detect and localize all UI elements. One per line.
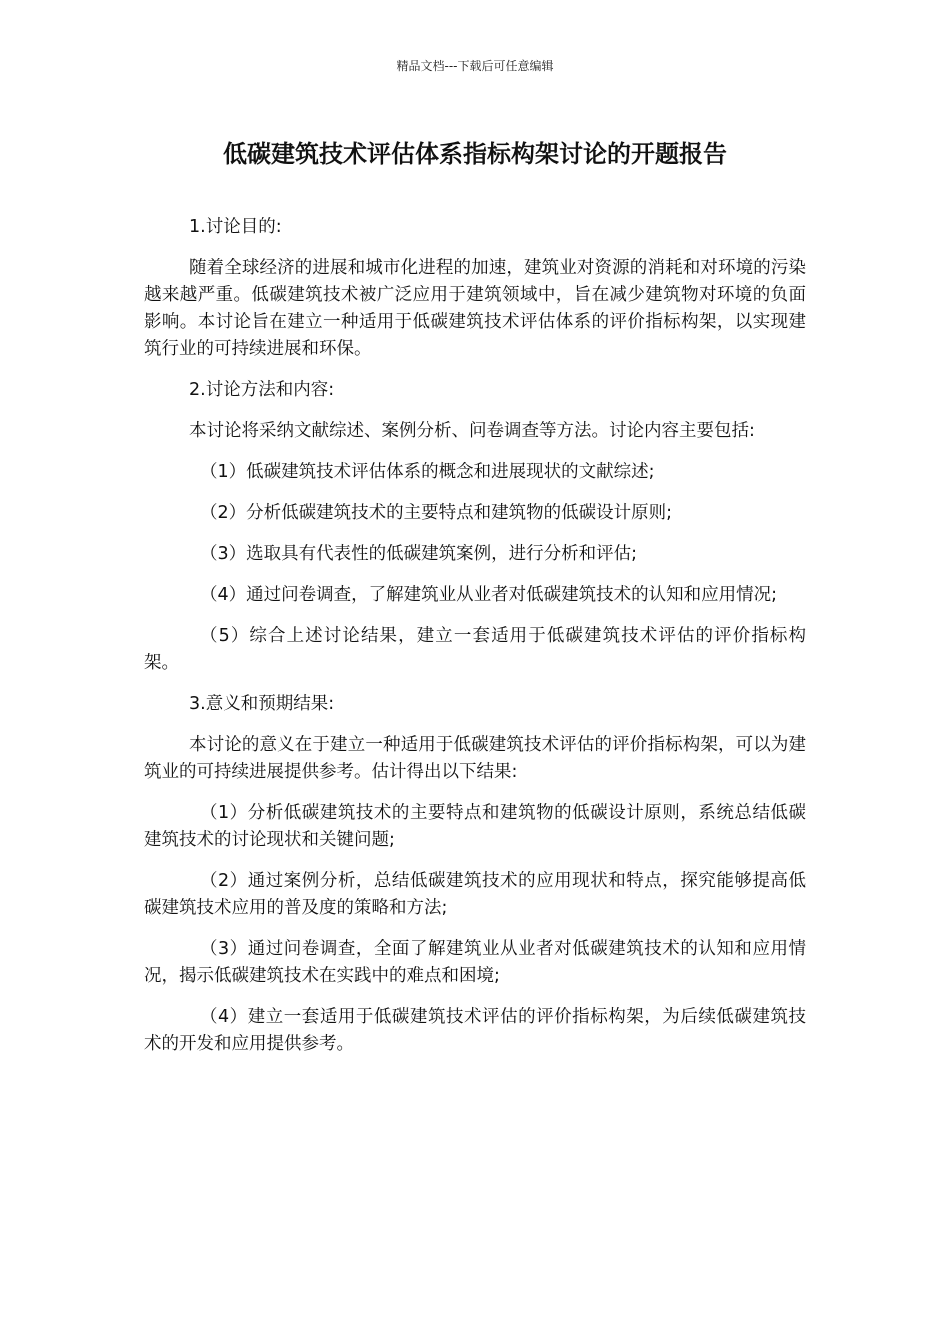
- list-item: （4）建立一套适用于低碳建筑技术评估的评价指标构架，为后续低碳建筑技术的开发和应用提供参考。: [144, 1007, 806, 1054]
- document-title: 低碳建筑技术评估体系指标构架讨论的开题报告: [223, 140, 727, 168]
- list-item: （2）通过案例分析，总结低碳建筑技术的应用现状和特点，探究能够提高低碳建筑技术应用的普及度的策略和方法;: [144, 871, 806, 918]
- body-paragraph: 随着全球经济的进展和城市化进程的加速，建筑业对资源的消耗和对环境的污染越来越严重。低碳建筑技术被广泛应用于建筑领域中，旨在减少建筑物对环境的负面影响。本讨论旨在建立一种适用于低碳建筑技术评估体系的评价指标构架，以实现建筑行业的可持续进展和环保。: [144, 258, 806, 359]
- body-paragraph: 本讨论将采纳文献综述、案例分析、问卷调查等方法。讨论内容主要包括:: [189, 421, 755, 441]
- section-purpose: [144, 214, 806, 363]
- section-heading: 2.讨论方法和内容:: [189, 380, 335, 400]
- list-item: （3）通过问卷调查，全面了解建筑业从业者对低碳建筑技术的认知和应用情况，揭示低碳建筑技术在实践中的难点和困境;: [144, 939, 806, 986]
- body-paragraph: 本讨论的意义在于建立一种适用于低碳建筑技术评估的评价指标构架，可以为建筑业的可持续进展提供参考。估计得出以下结果:: [144, 735, 806, 782]
- section-significance: [144, 691, 806, 1058]
- header-note: 精品文档---下载后可任意编辑: [396, 59, 554, 73]
- list-item: （1）低碳建筑技术评估体系的概念和进展现状的文献综述;: [200, 462, 655, 482]
- document-body: [144, 214, 806, 1072]
- list-item: （5）综合上述讨论结果，建立一套适用于低碳建筑技术评估的评价指标构架。: [144, 626, 806, 673]
- section-heading: 3.意义和预期结果:: [189, 694, 335, 714]
- section-methods: [144, 377, 806, 677]
- list-item: （2）分析低碳建筑技术的主要特点和建筑物的低碳设计原则;: [200, 503, 673, 523]
- list-item: （3）选取具有代表性的低碳建筑案例，进行分析和评估;: [200, 544, 638, 564]
- section-heading: 1.讨论目的:: [189, 217, 282, 237]
- list-item: （4）通过问卷调查，了解建筑业从业者对低碳建筑技术的认知和应用情况;: [200, 585, 778, 605]
- list-item: （1）分析低碳建筑技术的主要特点和建筑物的低碳设计原则，系统总结低碳建筑技术的讨论现状和关键问题;: [144, 803, 806, 850]
